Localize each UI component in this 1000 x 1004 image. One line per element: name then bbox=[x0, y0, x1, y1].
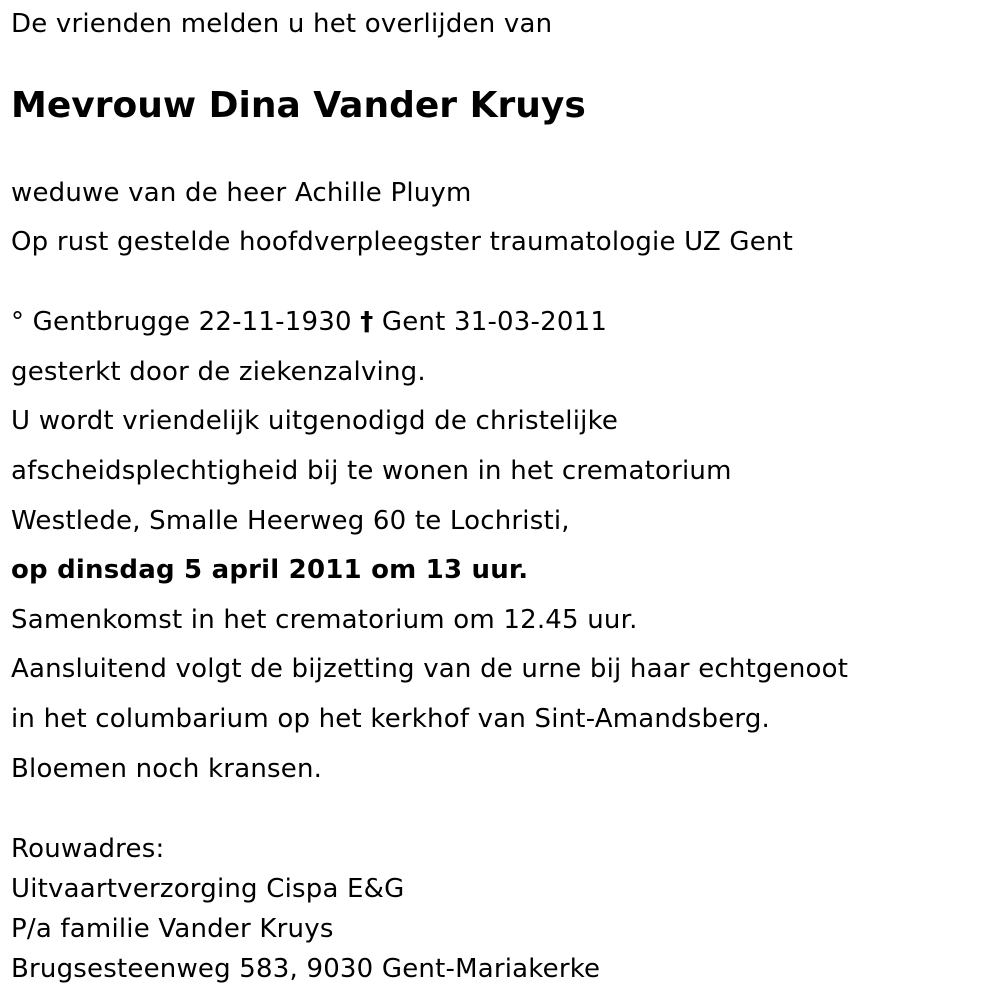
cross-icon: † bbox=[360, 307, 374, 337]
burial-line-2: in het columbarium op het kerkhof van Sint-Amandsberg. bbox=[11, 704, 770, 734]
sacrament-text: gesterkt door de ziekenzalving. bbox=[11, 357, 426, 387]
invitation-line-1: U wordt vriendelijk uitgenodigd de christelijke bbox=[11, 406, 619, 436]
address-line-2: P/a familie Vander Kruys bbox=[11, 914, 334, 944]
intro-text: De vrienden melden u het overlijden van bbox=[11, 9, 553, 39]
address-line-1: Uitvaartverzorging Cispa E&G bbox=[11, 874, 405, 904]
occupation-text: Op rust gestelde hoofdverpleegster traumatologie UZ Gent bbox=[11, 227, 794, 257]
invitation-line-2: afscheidsplechtigheid bij te wonen in het crematorium bbox=[11, 456, 732, 486]
widow-of-text: weduwe van de heer Achille Pluym bbox=[11, 178, 472, 208]
deceased-name: Mevrouw Dina Vander Kruys bbox=[11, 85, 586, 126]
ceremony-datetime: op dinsdag 5 april 2011 om 13 uur. bbox=[11, 555, 529, 585]
burial-line-1: Aansluitend volgt de bijzetting van de urne bij haar echtgenoot bbox=[11, 654, 849, 684]
birth-text: ° Gentbrugge 22-11-1930 bbox=[11, 307, 352, 337]
address-label: Rouwadres: bbox=[11, 834, 165, 864]
flowers-text: Bloemen noch kransen. bbox=[11, 754, 323, 784]
dates-line bbox=[11, 306, 607, 338]
gathering-text: Samenkomst in het crematorium om 12.45 uur. bbox=[11, 605, 638, 635]
invitation-line-3: Westlede, Smalle Heerweg 60 te Lochristi, bbox=[11, 506, 570, 536]
address-line-3: Brugsesteenweg 583, 9030 Gent-Mariakerke bbox=[11, 954, 601, 984]
death-text: Gent 31-03-2011 bbox=[381, 307, 608, 337]
